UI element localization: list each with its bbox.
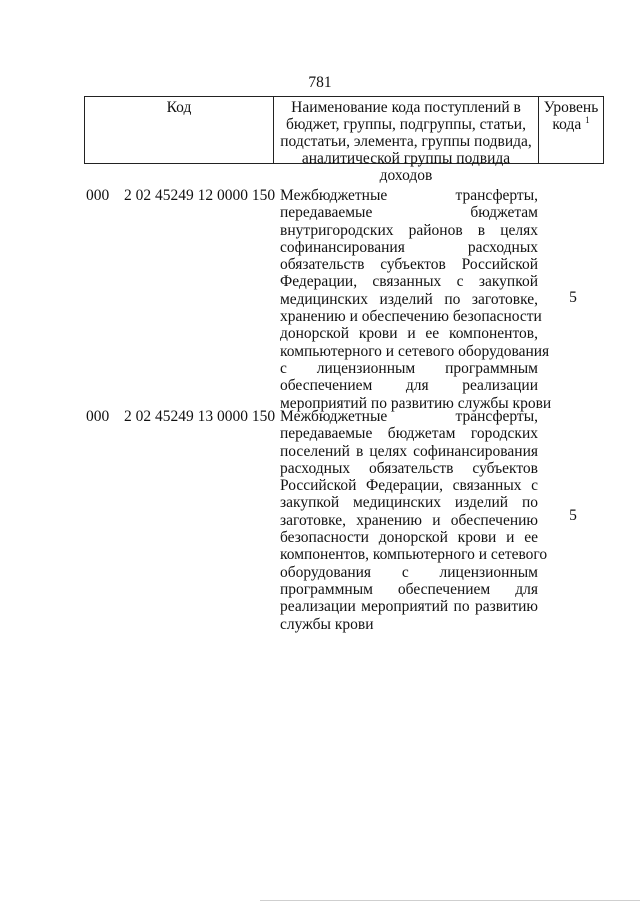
income-code: 2 02 45249 13 0000 150 xyxy=(124,408,276,425)
name-line: обеспечением для реализации xyxy=(280,377,538,395)
code-level: 5 xyxy=(569,289,577,306)
name-line: оборудования с лицензионным xyxy=(280,563,538,581)
header-level xyxy=(539,97,603,163)
name-line: внутригородских районов в целях xyxy=(280,221,538,239)
table-header xyxy=(84,96,604,184)
income-code: 2 02 45249 12 0000 150 xyxy=(124,187,276,204)
name-line: закупкой медицинских изделий по xyxy=(280,494,538,512)
admin-code: 000 xyxy=(86,187,110,204)
header-level-line2 xyxy=(541,116,601,133)
scan-edge-line xyxy=(260,900,640,901)
code-level: 5 xyxy=(569,507,577,524)
header-name-line: бюджет, группы, подгруппы, статьи, xyxy=(286,116,526,133)
header-level-line1: Уровень xyxy=(543,99,599,116)
name-line: службы крови xyxy=(280,615,374,633)
income-name xyxy=(280,408,548,633)
name-line: передаваемые бюджетам городских xyxy=(280,425,538,443)
header-name xyxy=(273,97,539,184)
header-name-line: Наименование кода поступлений в xyxy=(291,99,521,116)
header-code: Код xyxy=(166,99,192,116)
income-name xyxy=(280,187,552,412)
name-line: Межбюджетные трансферты, xyxy=(280,187,538,204)
name-line: софинансирования расходных xyxy=(280,238,538,256)
name-line: заготовке, хранению и обеспечению xyxy=(280,511,538,529)
header-level-text: кода xyxy=(552,116,582,133)
name-line: хранению и обеспечению безопасности xyxy=(280,308,542,326)
name-line: с лицензионным программным xyxy=(280,359,538,377)
admin-code: 000 xyxy=(86,408,110,425)
table-row xyxy=(84,408,604,638)
name-line: передаваемые бюджетам xyxy=(280,204,538,222)
page-number: 781 xyxy=(308,74,332,91)
name-line: реализации мероприятий по развитию xyxy=(280,598,538,616)
name-line: обязательств субъектов Российской xyxy=(280,256,538,274)
name-line: мероприятий по развитию службы крови xyxy=(280,394,552,412)
name-line: безопасности донорской крови и ее xyxy=(280,529,538,547)
name-line: донорской крови и ее компонентов, xyxy=(280,325,538,343)
name-line: Межбюджетные трансферты, xyxy=(280,408,538,425)
name-line: программным обеспечением для xyxy=(280,580,538,598)
name-line: компьютерного и сетевого оборудования xyxy=(280,342,550,360)
header-name-line: аналитической группы подвида доходов xyxy=(301,150,511,184)
name-line: расходных обязательств субъектов xyxy=(280,459,538,477)
name-line: Российской Федерации, связанных с xyxy=(280,477,538,495)
name-line: медицинских изделий по заготовке, xyxy=(280,290,538,308)
header-name-line: подстатьи, элемента, группы подвида, xyxy=(280,133,532,150)
name-line: поселений в целях софинансирования xyxy=(280,442,538,460)
table-row xyxy=(84,187,604,412)
footnote-marker: 1 xyxy=(585,114,590,125)
name-line: Федерации, связанных с закупкой xyxy=(280,273,538,291)
name-line: компонентов, компьютерного и сетевого xyxy=(280,546,548,564)
